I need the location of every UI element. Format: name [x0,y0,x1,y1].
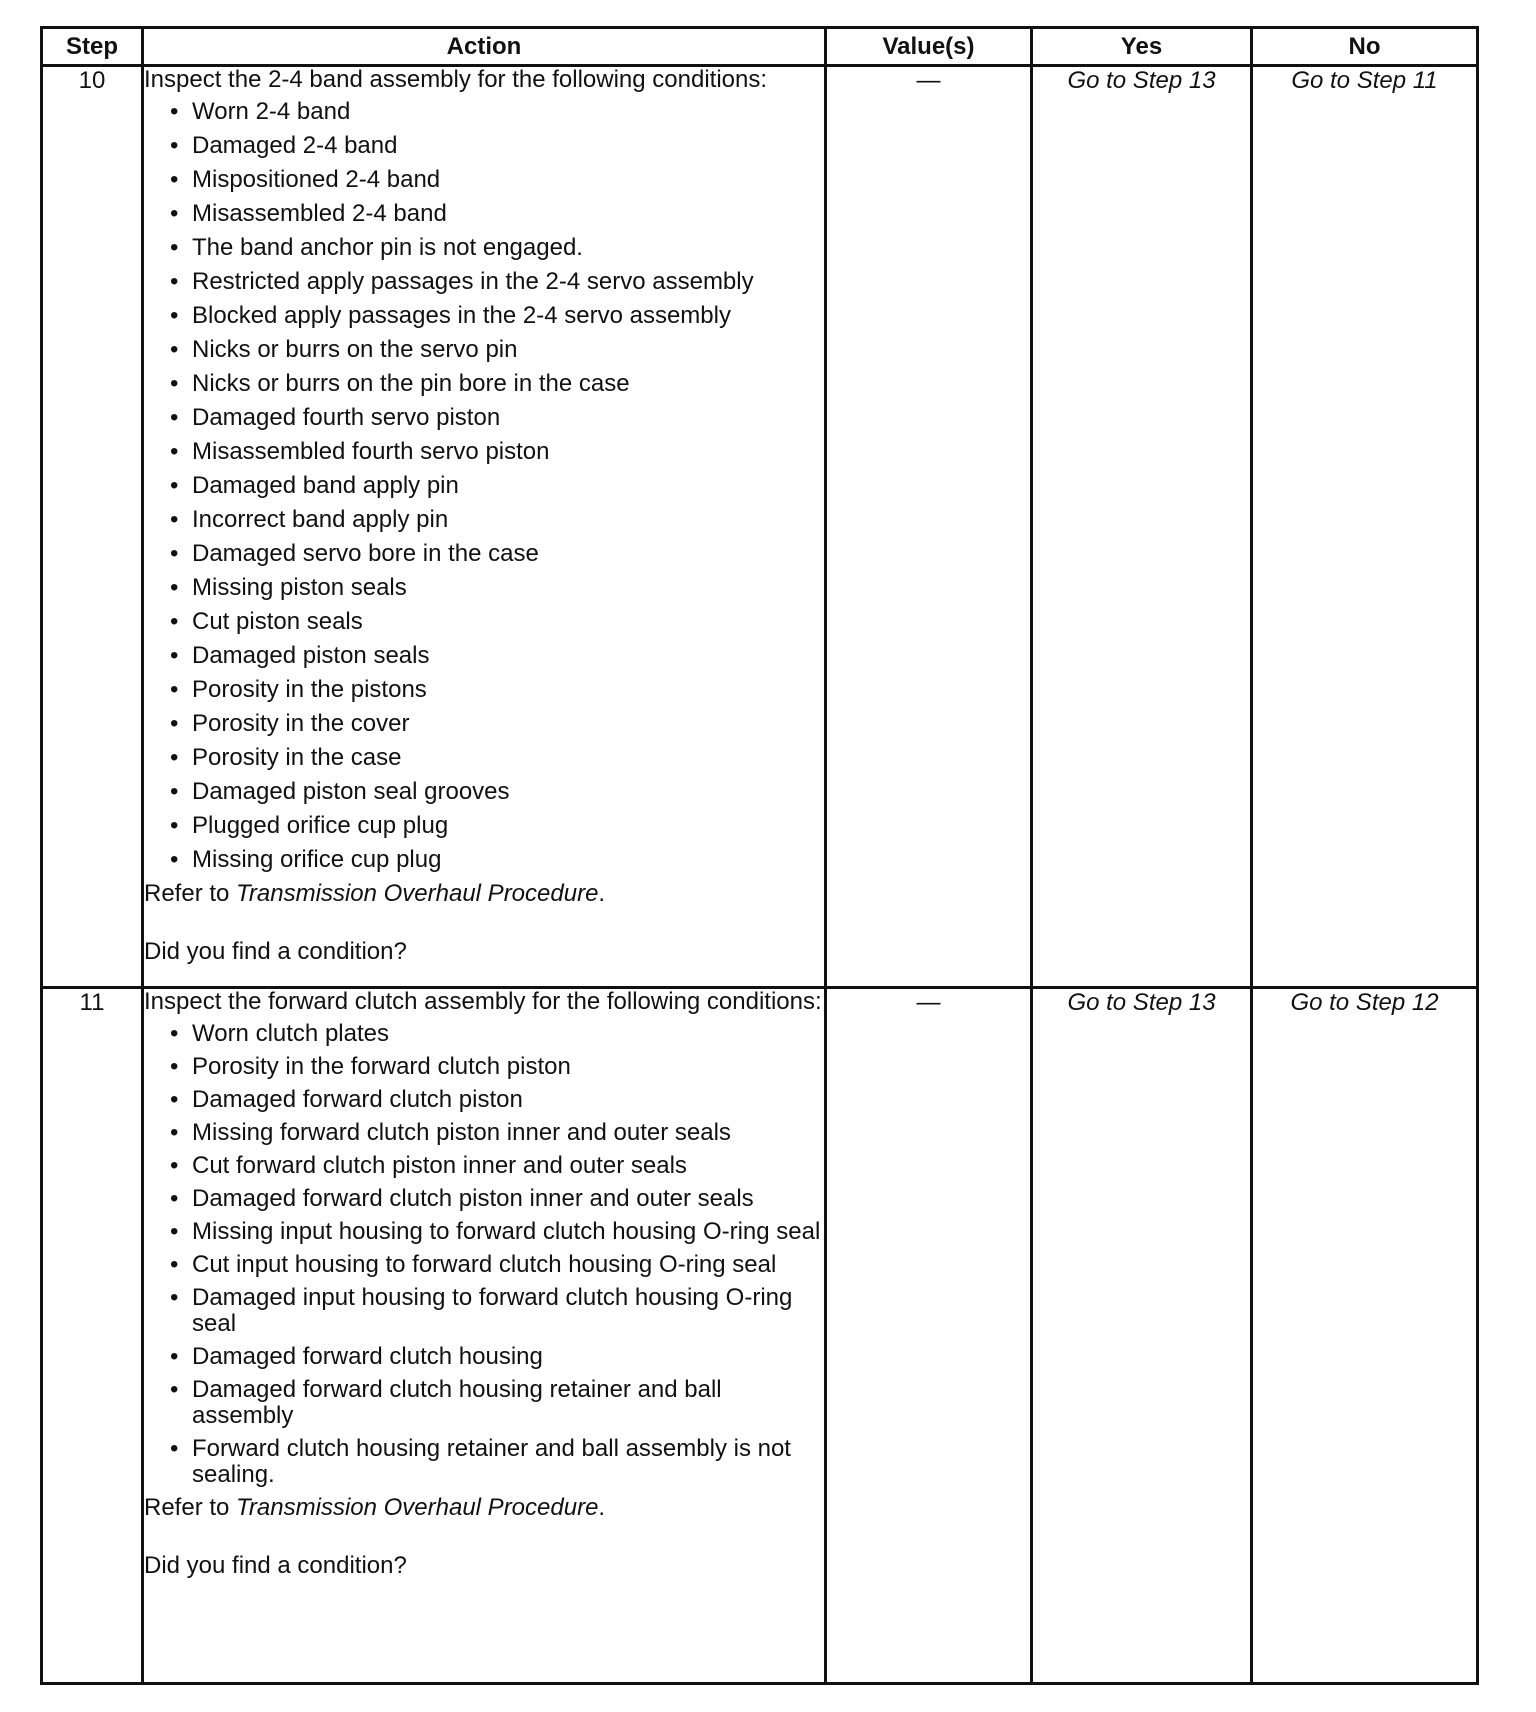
condition-item: • Cut piston seals [170,609,824,635]
condition-item: • Missing forward clutch piston inner and outer seals [170,1120,824,1146]
header-no: No [1252,28,1478,66]
condition-item: • Damaged band apply pin [170,473,824,499]
condition-item: • Missing piston seals [170,575,824,601]
yes-cell [1032,66,1252,988]
condition-item: • Blocked apply passages in the 2-4 servo assembly [170,303,824,329]
refer-suffix: . [598,880,606,907]
condition-item: • Worn clutch plates [170,1021,824,1047]
yes-cell [1032,988,1252,1684]
no-goto-text: Go to Step 11 [1291,67,1438,94]
condition-list [144,1021,824,1488]
condition-item: • Incorrect band apply pin [170,507,824,533]
condition-item: • Damaged fourth servo piston [170,405,824,431]
condition-item: • Damaged servo bore in the case [170,541,824,567]
refer-document: Transmission Overhaul Procedure [236,1494,599,1521]
condition-item: • Damaged piston seal grooves [170,779,824,805]
yes-goto-text: Go to Step 13 [1067,67,1216,94]
refer-line [144,881,824,907]
condition-item: • Restricted apply passages in the 2-4 servo assembly [170,269,824,295]
action-intro: Inspect the forward clutch assembly for the following conditions: [144,988,822,1015]
no-cell [1252,66,1478,988]
refer-prefix: Refer to [144,1494,230,1521]
header-values: Value(s) [826,28,1032,66]
values-cell: — [826,66,1032,988]
question-text: Did you find a condition? [144,938,407,965]
condition-item: • Damaged forward clutch piston [170,1087,824,1113]
refer-document: Transmission Overhaul Procedure [236,880,599,907]
condition-item: • Plugged orifice cup plug [170,813,824,839]
condition-item: • Misassembled 2-4 band [170,201,824,227]
condition-item: • Nicks or burrs on the pin bore in the case [170,371,824,397]
diagnostic-table [40,26,1479,1685]
yes-goto-text: Go to Step 13 [1067,989,1216,1016]
condition-item: • Damaged 2-4 band [170,133,824,159]
refer-suffix: . [598,1494,606,1521]
condition-item: • Damaged input housing to forward clutch housing O-ring seal [170,1285,824,1337]
diagnostic-table-sheet [40,26,1476,1685]
condition-item: • The band anchor pin is not engaged. [170,235,824,261]
condition-item: • Nicks or burrs on the servo pin [170,337,824,363]
condition-item: • Misassembled fourth servo piston [170,439,824,465]
step-number: 11 [42,988,143,1684]
condition-item: • Damaged piston seals [170,643,824,669]
no-goto-text: Go to Step 12 [1290,989,1439,1016]
condition-item: • Damaged forward clutch piston inner and outer seals [170,1186,824,1212]
refer-prefix: Refer to [144,880,230,907]
condition-item: • Damaged forward clutch housing retainer and ball assembly [170,1377,824,1429]
header-yes: Yes [1032,28,1252,66]
condition-item: • Damaged forward clutch housing [170,1344,824,1370]
no-cell [1252,988,1478,1684]
table-row-step-10 [42,66,1478,988]
condition-item: • Porosity in the case [170,745,824,771]
condition-item: • Cut forward clutch piston inner and outer seals [170,1153,824,1179]
refer-line [144,1495,824,1521]
condition-item: • Missing orifice cup plug [170,847,824,873]
header-action: Action [143,28,826,66]
condition-list [144,99,824,873]
header-step: Step [42,28,143,66]
values-cell: — [826,988,1032,1684]
step-number: 10 [42,66,143,988]
header-row [42,28,1478,66]
condition-item: • Porosity in the cover [170,711,824,737]
table-body [42,66,1478,1684]
table-header [42,28,1478,66]
condition-item: • Worn 2-4 band [170,99,824,125]
condition-item: • Mispositioned 2-4 band [170,167,824,193]
condition-item: • Porosity in the pistons [170,677,824,703]
action-intro: Inspect the 2-4 band assembly for the following conditions: [144,66,768,93]
condition-item: • Porosity in the forward clutch piston [170,1054,824,1080]
condition-item: • Cut input housing to forward clutch housing O-ring seal [170,1252,824,1278]
condition-item: • Missing input housing to forward clutch housing O-ring seal [170,1219,824,1245]
table-row-step-11 [42,988,1478,1684]
question-text: Did you find a condition? [144,1552,407,1579]
condition-item: • Forward clutch housing retainer and ball assembly is not sealing. [170,1436,824,1488]
action-cell [143,66,826,988]
action-cell [143,988,826,1684]
